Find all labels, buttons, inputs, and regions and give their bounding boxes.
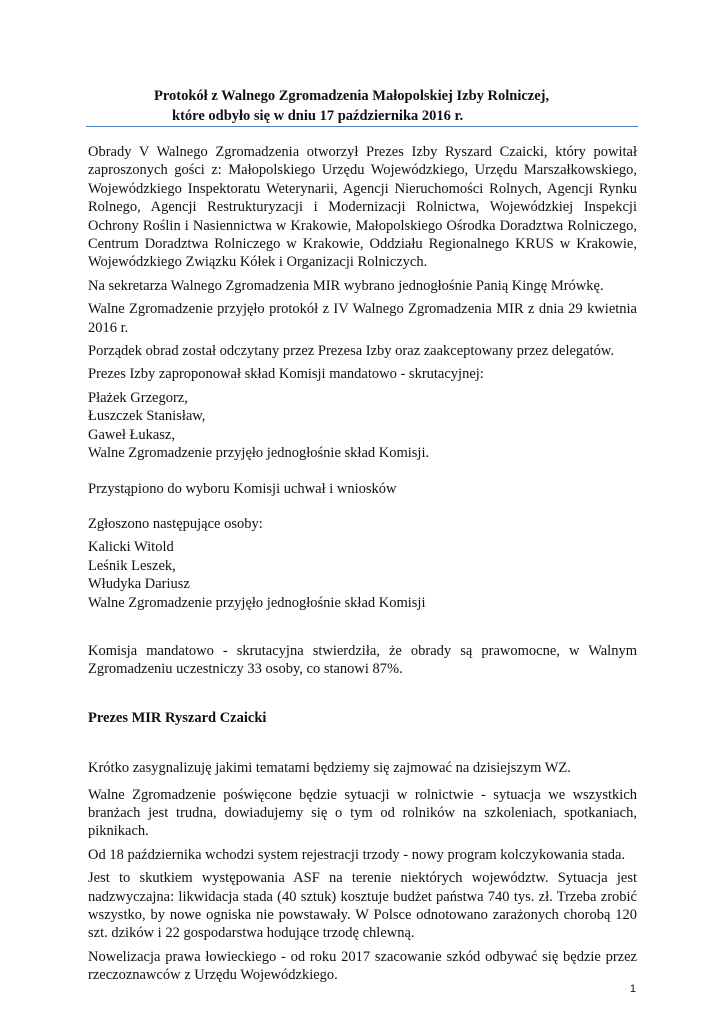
paragraph-secretary: Na sekretarza Walnego Zgromadzenia MIR wybrano jednogłośnie Panią Kingę Mrówkę. [88, 277, 604, 294]
paragraph-protocol: Walne Zgromadzenie przyjęło protokół z IV Walnego Zgromadzenia MIR z dnia 29 kwietnia 2016 r. [88, 301, 637, 336]
paragraph-opening: Obrady V Walnego Zgromadzenia otworzył Prezes Izby Ryszard Czaicki, który powitał zaproszonych gości z: Małopolskiego Urzędu Wojewódzkiego, Urzędu Marszałkowskiego, Wojewódzkiego Inspektoratu Weterynarii, Agencji Nieruchomości Rolnych, Agencji Rynku Rolnego, Agencji Restrukturyzacji i Modernizacji Rolnictwa, Wojewódzkiej Inspekcji Ochrony Roślin i Nasiennictwa w Krakowie, Małopolskiego Ośrodka Doradztwa Rolniczego, Centrum Doradztwa Rolniczego w Krakowie, Oddziału Regionalnego KRUS w Krakowie, Wojewódzkiego Związku Kółek i Organizacji Rolniczych. [88, 144, 637, 271]
paragraph-resolutions-intro: Przystąpiono do wyboru Komisji uchwał i wniosków [88, 480, 397, 497]
title-divider [86, 126, 638, 127]
paragraph-hunting: Nowelizacja prawa łowieckiego - od roku 2017 szacowanie szkód odbywać się będzie przez rzeczoznawców z Urzędu Wojewódzkiego. [88, 948, 637, 984]
paragraph-registration: Od 18 października wchodzi system rejestracji trzody - nowy program kolczykowania stada. [88, 846, 626, 863]
document-title [88, 86, 636, 126]
resolutions-commission-list [88, 538, 637, 612]
list-item: Gaweł Łukasz, [88, 426, 175, 443]
list-item: Walne Zgromadzenie przyjęło jednogłośnie skład Komisji [88, 594, 426, 611]
paragraph-mandate-proposal: Prezes Izby zaproponował skład Komisji mandatowo - skrutacyjnej: [88, 366, 484, 383]
list-item: Walne Zgromadzenie przyjęło jednogłośnie skład Komisji. [88, 445, 430, 462]
title-line-2: które odbyło się w dniu 17 października 2016 r. [172, 108, 464, 124]
list-item: Łuszczek Stanisław, [88, 408, 206, 425]
paragraph-agenda: Porządek obrad został odczytany przez Prezesa Izby oraz zaakceptowany przez delegatów. [88, 343, 615, 360]
mandate-commission-list [88, 389, 637, 463]
document-body [88, 143, 637, 985]
speaker-heading: Prezes MIR Ryszard Czaicki [88, 709, 267, 726]
list-item: Leśnik Leszek, [88, 557, 176, 574]
title-line-1: Protokół z Walnego Zgromadzenia Małopolskiej Izby Rolniczej, [154, 88, 550, 104]
paragraph-situation: Walne Zgromadzenie poświęcone będzie sytuacji w rolnictwie - sytuacja we wszystkich branżach jest trudna, dowiadujemy się o tym od rolników na szkoleniach, spotkaniach, piknikach. [88, 786, 637, 840]
list-item: Kalicki Witold [88, 539, 174, 556]
paragraph-signal: Krótko zasygnalizuję jakimi tematami będziemy się zajmować na dzisiejszym WZ. [88, 760, 571, 777]
list-item: Płażek Grzegorz, [88, 389, 188, 406]
list-item: Włudyka Dariusz [88, 576, 190, 593]
paragraph-quorum: Komisja mandatowo - skrutacyjna stwierdziła, że obrady są prawomocne, w Walnym Zgromadzeniu uczestniczy 33 osoby, co stanowi 87%. [88, 642, 637, 678]
paragraph-asf: Jest to skutkiem występowania ASF na terenie niektórych województw. Sytuacja jest nadzwyczajna: likwidacja stada (40 sztuk) kosztuje budżet państwa 740 tys. zł. Trzeba zrobić wszystko, by nowe ogniska nie powstawały. W Polsce odnotowano zarażonych chorobą 120 szt. dzików i 22 gospodarstwa hodujące trzodę chlewną. [88, 870, 637, 942]
paragraph-nominations: Zgłoszono następujące osoby: [88, 515, 263, 532]
page-number: 1 [629, 983, 636, 995]
